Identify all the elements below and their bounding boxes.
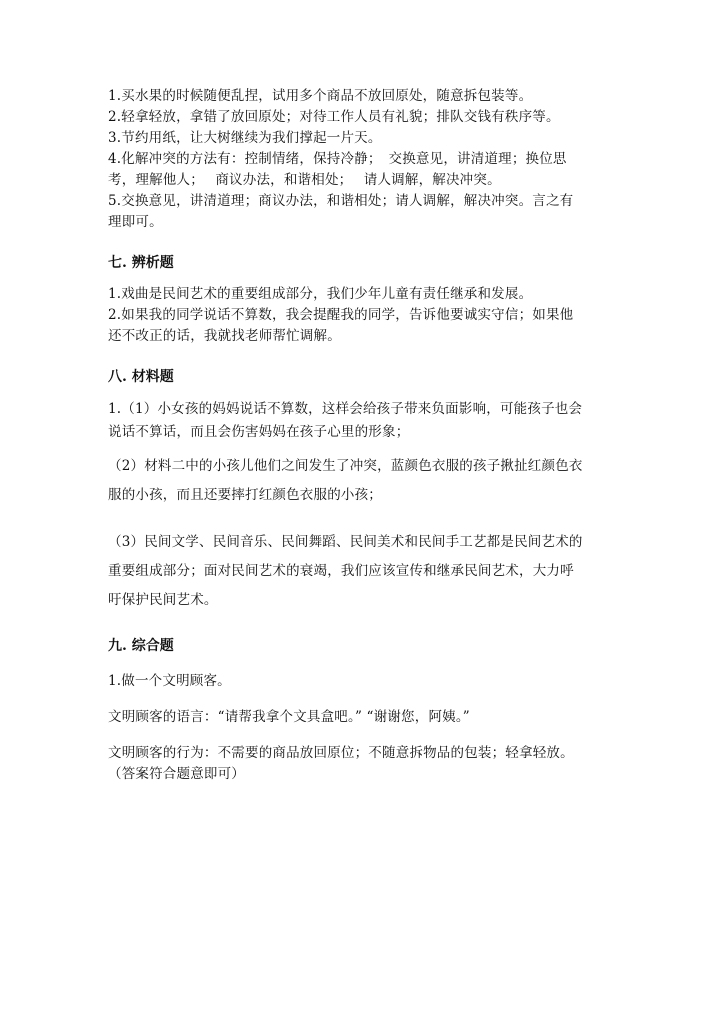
- answer-line: 2.轻拿轻放，拿错了放回原处；对待工作人员有礼貌；排队交钱有秩序等。: [108, 109, 560, 125]
- answer-line: 3.节约用纸，让大树继续为我们撑起一片天。: [108, 130, 382, 146]
- answer-line: 1.买水果的时候随便乱捏，试用多个商品不放回原处，随意拆包装等。: [108, 88, 533, 104]
- answer-line: （2）材料二中的小孩儿他们之间发生了冲突，蓝颜色衣服的孩子揪扯红颜色衣: [108, 458, 583, 474]
- section-8-answer-3: [108, 528, 620, 615]
- section-7-heading: 七. 辨析题: [108, 255, 174, 271]
- section-8-answer-1: [108, 398, 620, 444]
- section-8-answer-2: [108, 452, 620, 510]
- section-9-question-1: 1.做一个文明顾客。: [108, 673, 231, 689]
- answer-line: 服的小孩，而且还要摔打红颜色衣服的小孩；: [108, 487, 382, 503]
- civil-customer-language: 文明顾客的语言：“请帮我拿个文具盒吧。” “谢谢您，阿姨。”: [108, 709, 470, 725]
- answer-line: 文明顾客的行为：不需要的商品放回原位；不随意拆物品的包装；轻拿轻放。: [108, 745, 574, 761]
- answer-page: [108, 86, 620, 785]
- answer-line: 4.化解冲突的方法有：控制情绪，保持冷静； 交换意见，讲清道理；换位思: [108, 151, 567, 167]
- answer-line: （答案符合题意即可）: [108, 766, 245, 782]
- answer-line: 2.如果我的同学说话不算数，我会提醒我的同学，告诉他要诚实守信；如果他: [108, 307, 574, 323]
- answer-line: 重要组成部分；面对民间艺术的衰竭，我们应该宣传和继承民间艺术，大力呼: [108, 563, 574, 579]
- answer-line: 1.（1）小女孩的妈妈说话不算数，这样会给孩子带来负面影响，可能孩子也会: [108, 401, 583, 417]
- civil-customer-behavior: [108, 743, 620, 785]
- answer-line: 还不改正的话，我就找老师帮忙调解。: [108, 328, 341, 344]
- answer-line: 说话不算话，而且会伤害妈妈在孩子心里的形象；: [108, 424, 410, 440]
- section-8-heading: 八. 材料题: [108, 369, 174, 385]
- answer-line: 理即可。: [108, 214, 163, 230]
- answer-line: 5.交换意见，讲清道理；商议办法，和谐相处；请人调解，解决冲突。言之有: [108, 193, 574, 209]
- section-7-answers: [108, 284, 620, 347]
- section-9-heading: 九. 综合题: [108, 638, 174, 654]
- answer-line: 1.戏曲是民间艺术的重要组成部分，我们少年儿童有责任继承和发展。: [108, 286, 533, 302]
- answer-line: 吁保护民间艺术。: [108, 592, 218, 608]
- section-6-answers: [108, 86, 620, 233]
- answer-line: 考，理解他人； 商议办法，和谐相处； 请人调解，解决冲突。: [108, 172, 501, 188]
- answer-line: （3）民间文学、民间音乐、民间舞蹈、民间美术和民间手工艺都是民间艺术的: [108, 534, 583, 550]
